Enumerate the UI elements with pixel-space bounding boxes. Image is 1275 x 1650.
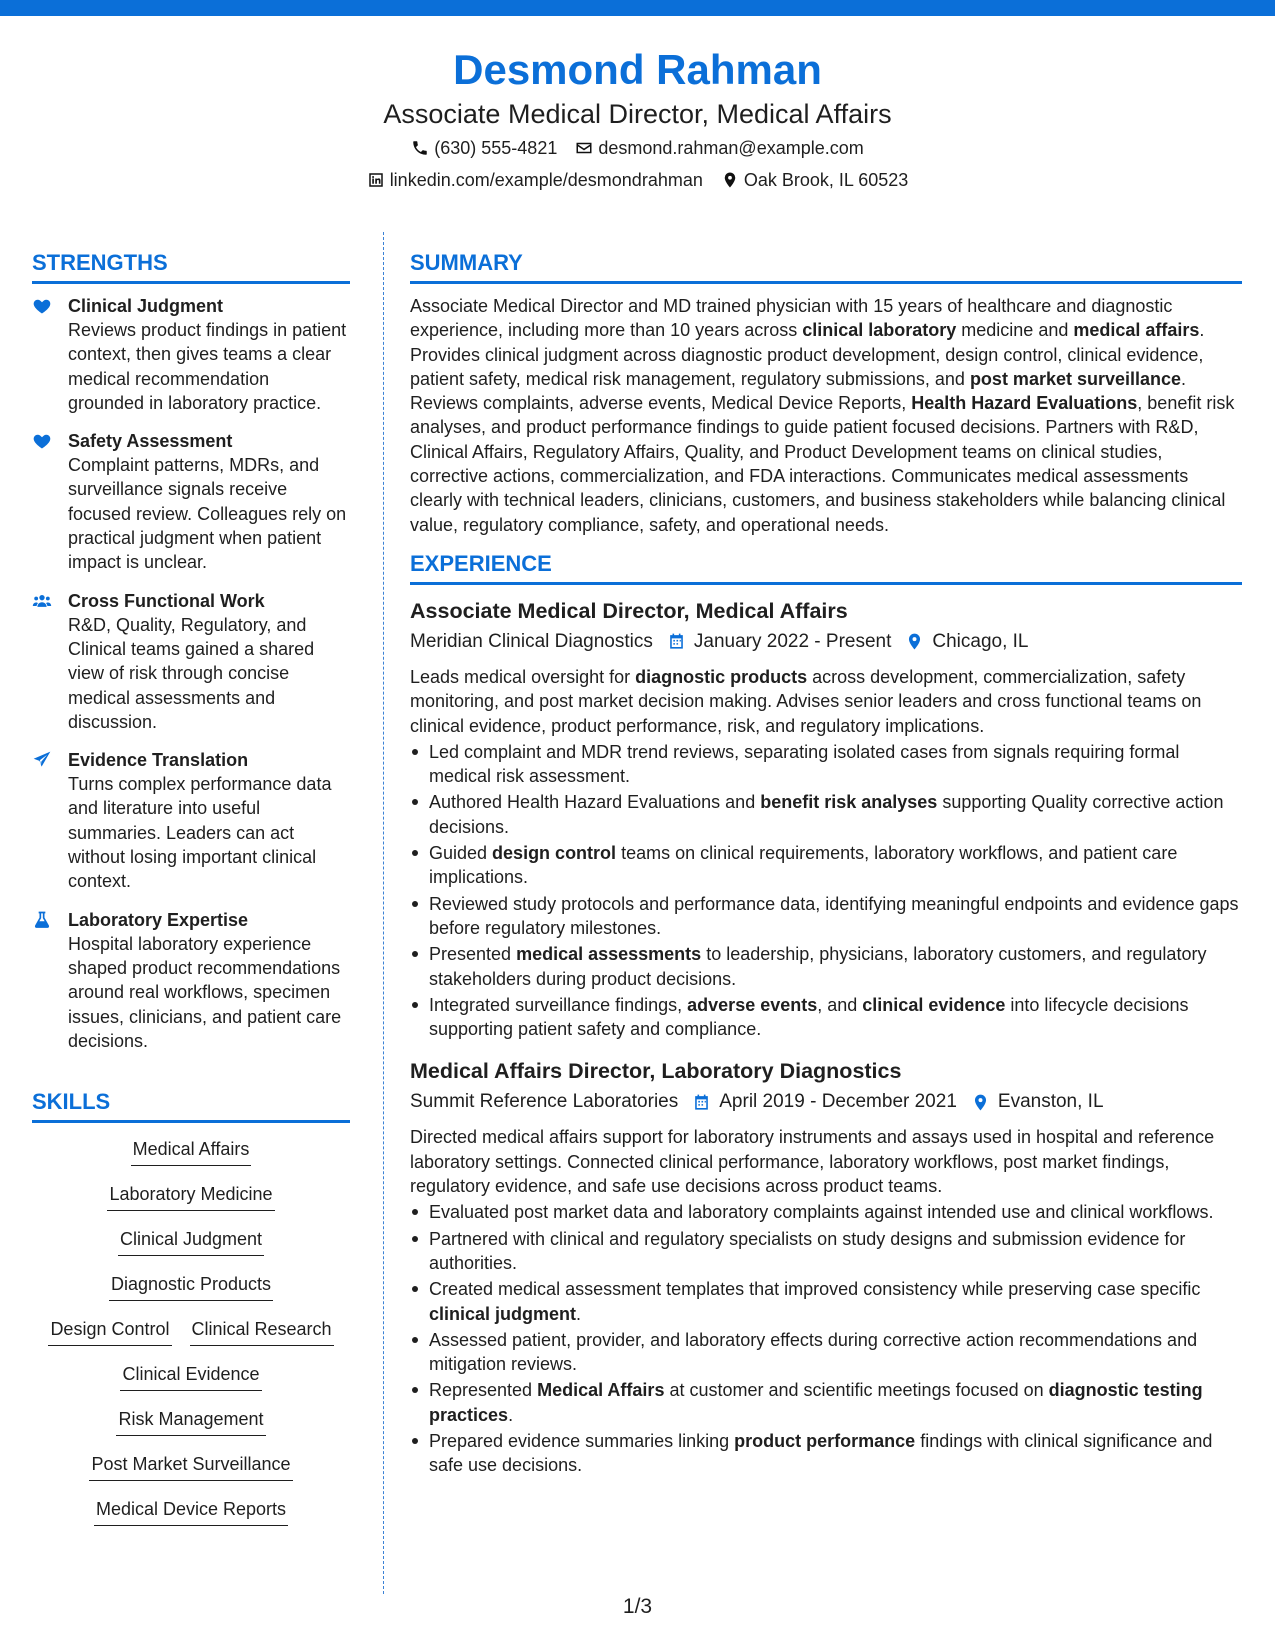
strength-icon-wrap: [32, 429, 54, 574]
summary-seg: Associate Medical Director and MD trained physician with 15 years of healthcare and diagnostic experience, including more than 10 years across: [410, 296, 1173, 341]
strength-item: [32, 908, 350, 1053]
strength-body: [68, 589, 350, 734]
location-text: Evanston, IL: [997, 1091, 1104, 1113]
bullet-seg: clinical evidence: [862, 994, 1006, 1015]
skill-row: [32, 1448, 350, 1493]
bullet-item: [410, 1378, 1242, 1427]
strength-title: Clinical Judgment: [68, 296, 224, 316]
strength-desc: Turns complex performance data and literature into useful summaries. Leaders can act without losing important clinical context.: [68, 774, 332, 892]
bullet-seg: Prepared evidence summaries linking: [429, 1430, 735, 1451]
bullet-seg: .: [576, 1303, 582, 1324]
job-meta: [410, 627, 1242, 657]
dates-text: April 2019 - December 2021: [719, 1091, 957, 1113]
strength-item: [32, 429, 350, 574]
bullet-item: [410, 1227, 1242, 1276]
bullet-seg: Reviewed study protocols and performance data, identifying meaningful endpoints and evidence gaps before regulatory milestones.: [429, 893, 1239, 938]
bullet-item: [410, 1328, 1242, 1377]
strength-title: Safety Assessment: [68, 431, 233, 452]
bullet-seg: supporting Quality corrective action decisions.: [429, 792, 1224, 837]
strength-item: [32, 748, 350, 893]
heart-icon: [32, 296, 52, 316]
job-bullets: [410, 1200, 1242, 1477]
bullet-item: [410, 942, 1242, 991]
job-company: [410, 627, 653, 657]
skill-row: [32, 1223, 350, 1268]
contact-linkedin[interactable]: [367, 168, 703, 192]
job-intro-seg: Leads medical oversight for: [410, 666, 636, 687]
skill-tag: Medical Device Reports: [94, 1497, 288, 1526]
skill-tag: Clinical Judgment: [118, 1227, 264, 1256]
bullet-seg: teams on clinical requirements, laboratory workflows, and patient care implications.: [429, 843, 1178, 888]
job-location: [971, 1087, 1104, 1117]
job-meta: [410, 1087, 1242, 1117]
dates-text: January 2022 - Present: [693, 630, 892, 652]
paper-plane-icon: [32, 750, 52, 770]
skill-row: [32, 1133, 350, 1178]
email-text: desmond.rahman@example.com: [598, 138, 864, 158]
summary-seg: . Reviews complaints, adverse events, Medical Device Reports,: [410, 368, 1187, 414]
skill-row: [32, 1313, 350, 1358]
linkedin-text: linkedin.com/example/desmondrahman: [389, 170, 703, 190]
skill-tag: Post Market Surveillance: [89, 1452, 292, 1481]
company-text: Summit Reference Laboratories: [410, 1091, 679, 1113]
summary-seg: medical affairs: [1073, 320, 1200, 341]
calendar-icon: [692, 1093, 711, 1112]
bullet-seg: Medical Affairs: [537, 1380, 665, 1401]
linkedin-icon: [367, 171, 385, 189]
strength-icon-wrap: [32, 908, 54, 1053]
strength-title: Cross Functional Work: [68, 590, 265, 611]
contact-phone: [411, 136, 557, 160]
strength-desc: Hospital laboratory experience shaped product recommendations around real workflows, specimen issues, clinicians, and patient care decisions.: [68, 933, 342, 1051]
summary-paragraph: [410, 294, 1242, 537]
strength-body: [68, 908, 350, 1053]
contact-location: [721, 168, 908, 192]
company-text: Meridian Clinical Diagnostics: [410, 630, 653, 652]
bullet-seg: Guided: [429, 843, 493, 864]
job-location: [905, 627, 1028, 657]
strength-body: [68, 748, 350, 893]
skill-row: [32, 1358, 350, 1403]
strength-item: [32, 294, 350, 415]
bullet-item: [410, 993, 1242, 1042]
bullet-item: [410, 790, 1242, 839]
strengths-heading: STRENGTHS: [32, 248, 350, 284]
left-column: [32, 248, 350, 1538]
summary-seg: , benefit risk analyses, and product performance findings to guide patient focused decisions. Partners with R&D, Clinical Affairs, Regulatory Affairs, Quality, and Product Development teams on clinical studies, corrective actions, commercialization, and FDA interactions. Communicates medical assessments clearly with technical leaders, clinicians, customers, and business stakeholders while balancing clinical value, regulatory compliance, safety, and operational needs.: [410, 393, 1235, 535]
skill-row: [32, 1178, 350, 1223]
strength-desc: Complaint patterns, MDRs, and surveillance signals receive focused review. Colleagues rely on practical judgment when patient impact is unclear.: [68, 455, 347, 573]
contact-row-1: [0, 132, 1275, 164]
job-company: [410, 1087, 678, 1117]
bullet-seg: clinical judgment: [429, 1303, 577, 1324]
contact-email[interactable]: [575, 136, 863, 160]
bullet-seg: Presented: [429, 944, 517, 965]
job-dates: [667, 627, 892, 657]
bullet-seg: at customer and scientific meetings focused on: [664, 1380, 1049, 1401]
job-intro-seg: across development, commercialization, safety monitoring, and post market decision making. Advises senior leaders and cross functional teams on clinical evidence, product performance, risk, and regulatory implications.: [410, 666, 1202, 736]
top-accent-bar: [0, 0, 1275, 16]
summary-seg: medicine and: [956, 320, 1074, 341]
location-text: Chicago, IL: [932, 630, 1029, 652]
summary-heading: SUMMARY: [410, 248, 1242, 284]
bullet-seg: benefit risk analyses: [760, 792, 938, 813]
skill-row: [32, 1268, 350, 1313]
envelope-icon: [575, 139, 593, 157]
bullet-item: [410, 1429, 1242, 1478]
bullet-seg: design control: [492, 843, 617, 864]
job-entry: [410, 1055, 1242, 1477]
skill-tag: Diagnostic Products: [109, 1272, 273, 1301]
job-intro-seg: Directed medical affairs support for laboratory instruments and assays used in hospital and reference laboratory settings. Connected clinical performance, laboratory workflows, post market findings, regulatory evidence, and safe use decisions across product teams.: [410, 1127, 1215, 1197]
bullet-item: [410, 1200, 1242, 1224]
skill-tag: Risk Management: [116, 1407, 265, 1436]
strength-body: [68, 294, 350, 415]
bullet-item: [410, 841, 1242, 890]
skill-tag: Laboratory Medicine: [107, 1182, 274, 1211]
summary-seg: clinical laboratory: [802, 320, 957, 341]
bullet-item: [410, 892, 1242, 941]
bullet-seg: .: [508, 1404, 514, 1425]
calendar-icon: [667, 632, 686, 651]
candidate-role: Associate Medical Director, Medical Affairs: [383, 99, 892, 129]
heart-icon: [32, 431, 52, 451]
job-intro-seg: diagnostic products: [635, 666, 808, 687]
map-pin-icon: [971, 1093, 990, 1112]
job-intro: [410, 1125, 1242, 1198]
skill-tag: Clinical Research: [190, 1317, 334, 1346]
bullet-seg: Created medical assessment templates that improved consistency while preserving case specific: [429, 1279, 1201, 1300]
right-column: [410, 248, 1242, 1492]
bullet-seg: , and: [817, 994, 863, 1015]
skills-section: [32, 1087, 350, 1538]
summary-seg: . Provides clinical judgment across diagnostic product development, design control, clinical evidence, patient safety, medical risk management, regulatory submissions, and: [410, 320, 1205, 389]
bullet-seg: to leadership, physicians, laboratory customers, and regulatory stakeholders during product decisions.: [429, 944, 1207, 989]
phone-text: (630) 555-4821: [434, 138, 558, 158]
skills-heading: SKILLS: [32, 1087, 350, 1123]
bullet-seg: findings with clinical significance and safe use decisions.: [429, 1430, 1213, 1476]
bullet-seg: diagnostic testing practices: [429, 1380, 1203, 1425]
strength-desc: Reviews product findings in patient context, then gives teams a clear medical recommendation grounded in laboratory practice.: [68, 320, 347, 413]
bullet-seg: Evaluated post market data and laboratory complaints against intended use and clinical workflows.: [429, 1202, 1214, 1223]
bullet-seg: Integrated surveillance findings,: [429, 994, 688, 1015]
strength-body: [68, 429, 350, 574]
bullet-seg: Assessed patient, provider, and laboratory effects during corrective action recommendations and mitigation reviews.: [429, 1329, 1198, 1375]
resume-header: [0, 44, 1275, 196]
strengths-list: [32, 294, 350, 1053]
strength-title: Laboratory Expertise: [68, 909, 249, 930]
map-pin-icon: [905, 632, 924, 651]
strength-icon-wrap: [32, 748, 54, 893]
bullet-seg: Represented: [429, 1380, 538, 1401]
map-pin-icon: [721, 171, 739, 189]
skill-tag: Design Control: [48, 1317, 171, 1346]
strength-icon-wrap: [32, 589, 54, 734]
bullet-seg: Partnered with clinical and regulatory specialists on study designs and submission evidence for authorities.: [429, 1228, 1186, 1273]
bullet-seg: into lifecycle decisions supporting patient safety and compliance.: [429, 994, 1189, 1040]
strength-desc: R&D, Quality, Regulatory, and Clinical teams gained a shared view of risk through concise medical assessments and discussion.: [68, 614, 315, 732]
job-title: Medical Affairs Director, Laboratory Diagnostics: [410, 1059, 902, 1084]
users-icon: [32, 591, 52, 611]
bullet-seg: adverse events: [687, 994, 818, 1015]
strength-item: [32, 589, 350, 734]
skills-list: [32, 1133, 350, 1538]
experience-list: [410, 595, 1242, 1478]
location-text: Oak Brook, IL 60523: [743, 170, 909, 190]
job-entry: [410, 595, 1242, 1041]
contact-row-2: [0, 164, 1275, 196]
bullet-seg: Led complaint and MDR trend reviews, separating isolated cases from signals requiring formal medical risk assessment.: [429, 741, 1180, 787]
strength-title: Evidence Translation: [68, 750, 249, 771]
experience-heading: EXPERIENCE: [410, 549, 1242, 585]
skill-tag: Clinical Evidence: [120, 1362, 261, 1391]
bullet-seg: product performance: [734, 1430, 916, 1451]
summary-seg: Health Hazard Evaluations: [911, 393, 1138, 414]
job-bullets: [410, 740, 1242, 1042]
skill-tag: Medical Affairs: [131, 1137, 252, 1166]
flask-icon: [32, 910, 52, 930]
job-intro: [410, 665, 1242, 738]
bullet-seg: medical assessments: [516, 944, 702, 965]
strength-icon-wrap: [32, 294, 54, 415]
column-divider: [383, 232, 384, 1594]
skill-row: [32, 1493, 350, 1538]
page-number: 1/3: [622, 1595, 653, 1618]
candidate-name: Desmond Rahman: [453, 46, 822, 93]
bullet-seg: Authored Health Hazard Evaluations and: [429, 792, 761, 813]
skill-row: [32, 1403, 350, 1448]
job-dates: [692, 1087, 957, 1117]
job-title: Associate Medical Director, Medical Affairs: [410, 598, 848, 623]
bullet-item: [410, 740, 1242, 789]
bullet-item: [410, 1277, 1242, 1326]
summary-seg: post market surveillance: [969, 368, 1182, 389]
phone-icon: [411, 139, 429, 157]
